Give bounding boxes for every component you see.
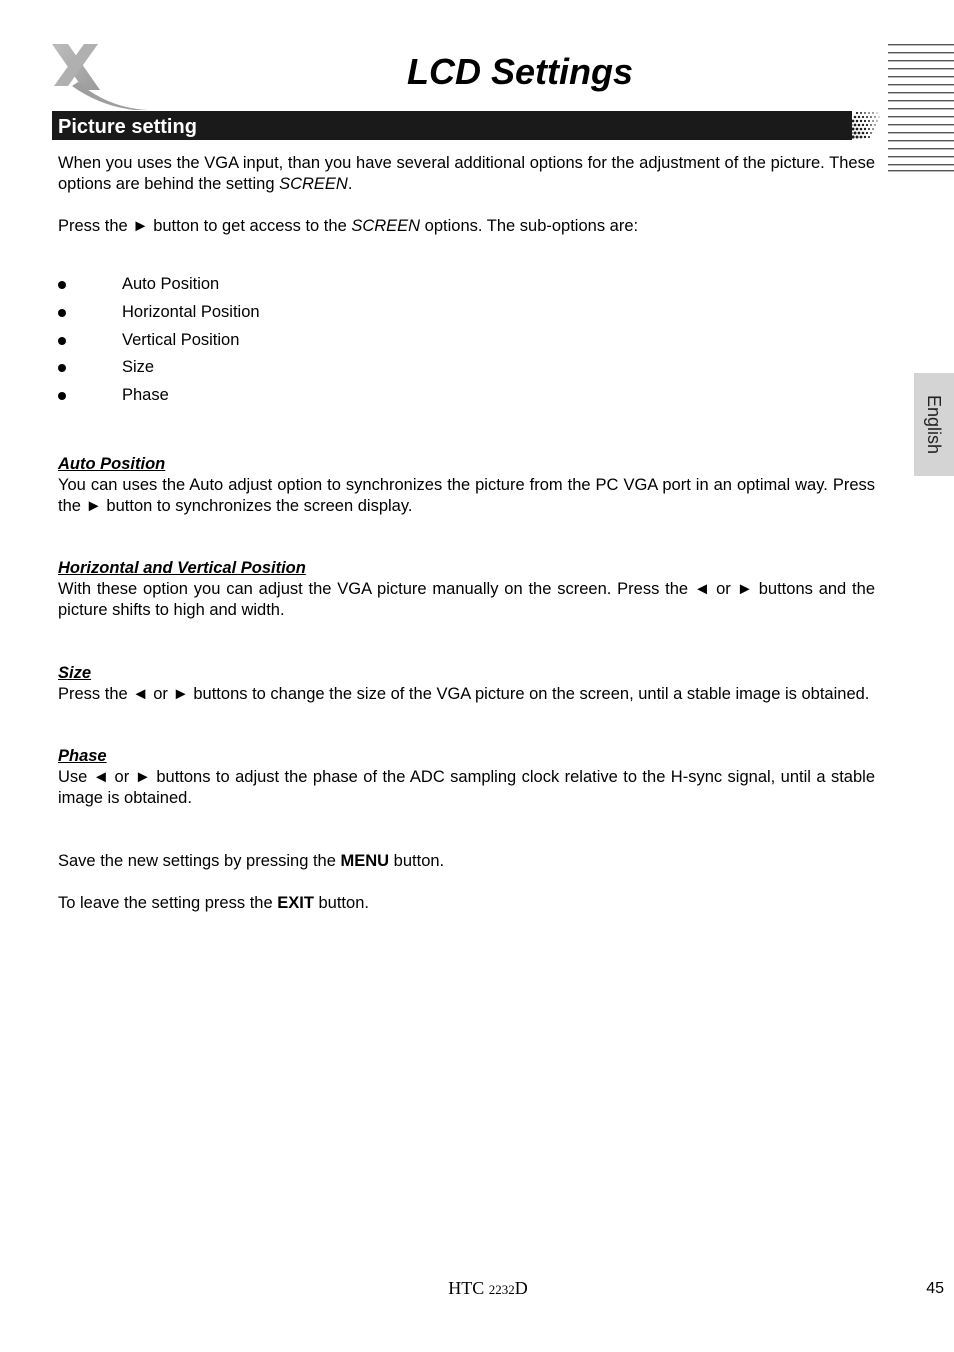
exit-instruction: [58, 893, 875, 914]
page-number: 45: [926, 1280, 944, 1297]
list-item-label: Vertical Position: [122, 330, 240, 349]
hv-position-heading: Horizontal and Vertical Position: [58, 558, 306, 577]
x-brand-logo-icon: [48, 42, 152, 112]
list-item: [58, 382, 875, 410]
list-item-label: Horizontal Position: [122, 302, 260, 321]
auto-position-heading: Auto Position: [58, 454, 166, 473]
intro-p1-text: When you uses the VGA input, than you have several additional options for the adjustment of the picture. These options are behind the setting: [58, 154, 875, 193]
auto-position-body: You can uses the Auto adjust option to synchronizes the picture from the PC VGA port in an optimal way. Press the ► button to synchronizes the screen display.: [58, 475, 875, 515]
list-item: [58, 271, 875, 299]
exit-button-name: EXIT: [277, 893, 314, 912]
exit-instruction-text: To leave the setting press the: [58, 893, 278, 912]
page-title: LCD Settings: [406, 51, 633, 92]
save-instruction-end: button.: [389, 851, 445, 870]
intro-paragraph-1: [58, 153, 875, 195]
footer-model-prefix: HTC: [448, 1278, 489, 1298]
bullet-dot-icon: [58, 281, 66, 289]
intro-p2-text: Press the ► button to get access to the: [58, 217, 352, 235]
intro-p1-emphasis: SCREEN: [279, 175, 348, 193]
bullet-dot-icon: [58, 364, 66, 372]
size-body: Press the ◄ or ► buttons to change the size of the VGA picture on the screen, until a stable image is obtained.: [58, 684, 870, 703]
section-title: Picture setting: [58, 116, 197, 138]
list-item: [58, 327, 875, 355]
main-content: [58, 153, 875, 914]
language-side-tab-label-wrap: [914, 373, 954, 476]
intro-p1-end: .: [347, 175, 353, 193]
list-item-label: Auto Position: [122, 275, 220, 293]
bullet-dot-icon: [58, 392, 66, 400]
list-item-label: Size: [122, 358, 155, 377]
intro-paragraph-2: [58, 216, 875, 237]
section-bar-dot-pattern: [842, 111, 882, 140]
intro-p2-emphasis: SCREEN: [351, 217, 421, 235]
sub-options-list: [58, 271, 875, 410]
size-heading: Size: [58, 663, 92, 682]
decorative-stripes: [888, 42, 954, 172]
list-item: [58, 299, 875, 327]
menu-button-name: MENU: [340, 851, 390, 870]
phase-body: Use ◄ or ► buttons to adjust the phase of the ADC sampling clock relative to the H-sync signal, until a stable image is obtained.: [58, 767, 875, 807]
language-side-tab-label: English: [924, 394, 945, 455]
exit-instruction-end: button.: [313, 893, 369, 912]
bullet-dot-icon: [58, 337, 66, 345]
list-item-label: Phase: [122, 386, 169, 405]
save-instruction: [58, 851, 875, 872]
list-item: [58, 354, 875, 382]
footer-model-number: 2232: [488, 1282, 515, 1297]
footer-model-suffix: D: [514, 1278, 528, 1298]
intro-p2-end: options. The sub-options are:: [420, 217, 639, 235]
save-instruction-text: Save the new settings by pressing the: [58, 851, 341, 870]
bullet-dot-icon: [58, 309, 66, 317]
hv-position-body: With these option you can adjust the VGA picture manually on the screen. Press the ◄ or ► buttons and the picture shifts to high and width.: [58, 579, 875, 619]
phase-heading: Phase: [58, 746, 107, 765]
footer-model-name: [380, 1278, 596, 1299]
